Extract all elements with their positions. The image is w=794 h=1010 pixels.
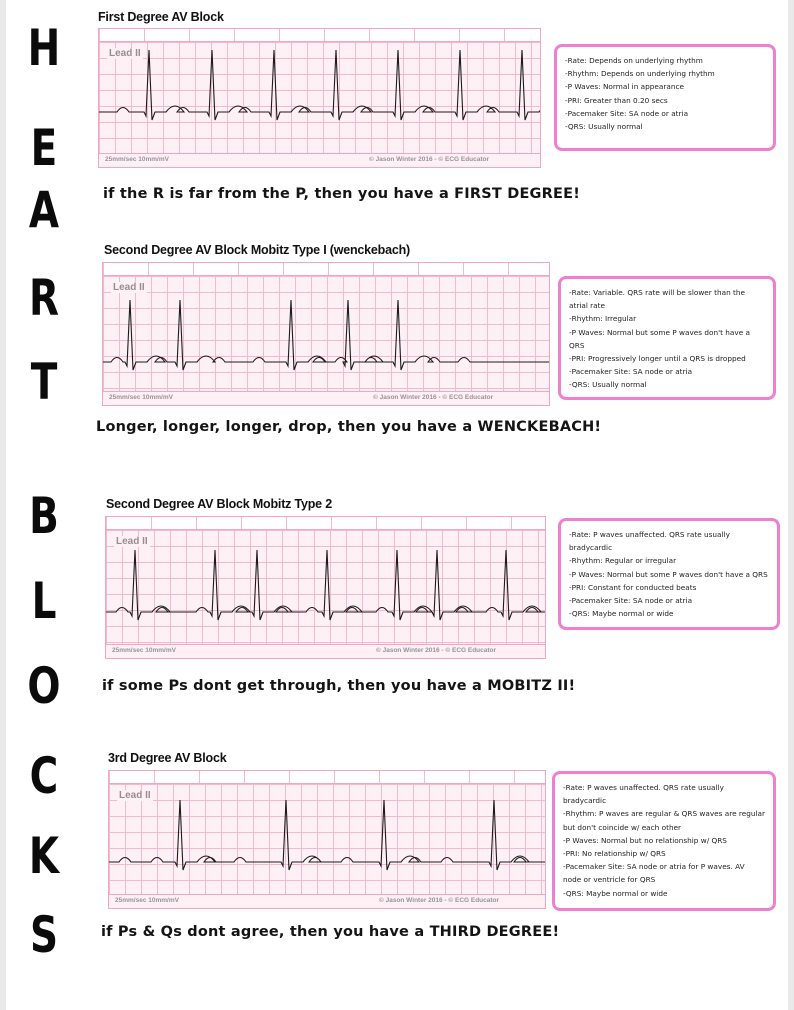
info-box xyxy=(552,771,776,911)
section-title: 3rd Degree AV Block xyxy=(108,751,227,765)
info-line: -QRS: Maybe normal or wide xyxy=(569,609,674,619)
info-line: -PRI: Greater than 0.20 secs xyxy=(565,95,668,105)
strip-footer xyxy=(99,153,540,167)
strip-footer xyxy=(103,391,549,405)
info-line: -Pacemaker Site: SA node or atria xyxy=(569,367,693,377)
info-line: -P Waves: Normal but no relationship w/ QRS xyxy=(563,835,727,845)
strip-scale: 25mm/sec 10mm/mV xyxy=(105,156,169,163)
info-line: -QRS: Usually normal xyxy=(569,380,647,390)
info-line: -QRS: Maybe normal or wide xyxy=(563,888,668,898)
ecg-strip xyxy=(108,783,546,909)
right-page-edge xyxy=(788,0,794,1010)
info-line: -P Waves: Normal but some P waves don't have a QRS xyxy=(569,569,768,579)
strip-scale: 25mm/sec 10mm/mV xyxy=(112,647,176,654)
lead-label: Lead II xyxy=(119,790,151,801)
strip-credit: © Jason Winter 2016 - © ECG Educator xyxy=(379,897,500,904)
info-line: -Rhythm: Regular or irregular xyxy=(569,556,677,566)
strip-header xyxy=(102,262,550,276)
side-letter: B xyxy=(29,487,59,545)
lead-label: Lead II xyxy=(113,282,145,293)
ecg-trace xyxy=(99,42,541,168)
side-letter: A xyxy=(28,181,60,239)
strip-credit: © Jason Winter 2016 - © ECG Educator xyxy=(373,394,494,401)
info-line: -P Waves: Normal in appearance xyxy=(565,82,684,92)
info-line: -Rhythm: P waves are regular & QRS waves are regular but don't coincide w/ each other xyxy=(563,809,765,832)
strip-footer xyxy=(109,894,545,908)
info-box xyxy=(554,44,776,151)
info-line: -Rhythm: Irregular xyxy=(569,314,637,324)
info-line: -PRI: No relationship w/ QRS xyxy=(563,849,666,859)
side-letter: H xyxy=(27,19,61,77)
section-title: Second Degree AV Block Mobitz Type 2 xyxy=(106,497,332,511)
strip-header xyxy=(105,516,546,530)
info-line: -Pacemaker Site: SA node or atria for P waves. AV node or ventricle for QRS xyxy=(563,862,745,885)
info-line: -P Waves: Normal but some P waves don't have a QRS xyxy=(569,327,750,350)
strip-credit: © Jason Winter 2016 - © ECG Educator xyxy=(369,156,490,163)
strip-credit: © Jason Winter 2016 - © ECG Educator xyxy=(376,647,497,654)
info-line: -Rate: P waves unaffected. QRS rate usually bradycardic xyxy=(563,783,724,806)
info-line: -PRI: Progressively longer until a QRS is dropped xyxy=(569,354,746,364)
side-letter: C xyxy=(29,747,59,805)
strip-scale: 25mm/sec 10mm/mV xyxy=(115,897,179,904)
ecg-waveform xyxy=(106,550,546,620)
ecg-trace xyxy=(103,276,550,406)
info-box xyxy=(558,276,776,400)
mnemonic-caption: if Ps & Qs dont agree, then you have a THIRD DEGREE! xyxy=(101,924,560,940)
side-letter: O xyxy=(27,657,61,715)
info-line: -Pacemaker Site: SA node or atria xyxy=(565,108,689,118)
ecg-trace xyxy=(106,530,546,659)
strip-header xyxy=(108,770,546,784)
lead-label: Lead II xyxy=(109,48,141,59)
side-letter: S xyxy=(29,906,59,964)
mnemonic-caption: if some Ps dont get through, then you have a MOBITZ II! xyxy=(102,678,576,694)
info-line: -Rate: Variable. QRS rate will be slower than the atrial rate xyxy=(569,288,745,311)
mnemonic-caption: Longer, longer, longer, drop, then you have a WENCKEBACH! xyxy=(96,419,602,435)
info-line: -Rate: P waves unaffected. QRS rate usually bradycardic xyxy=(569,530,730,553)
ecg-waveform xyxy=(99,50,541,120)
strip-footer xyxy=(106,644,545,658)
side-letter: K xyxy=(28,827,60,885)
mnemonic-caption: if the R is far from the P, then you have a FIRST DEGREE! xyxy=(103,186,581,202)
info-line: -QRS: Usually normal xyxy=(565,122,643,132)
ecg-waveform xyxy=(109,800,546,870)
section-title: Second Degree AV Block Mobitz Type I (wenckebach) xyxy=(104,243,411,257)
info-line: -Rate: Depends on underlying rhythm xyxy=(565,56,703,65)
section-title: First Degree AV Block xyxy=(98,10,224,24)
lead-label: Lead II xyxy=(116,536,148,547)
info-line: -PRI: Constant for conducted beats xyxy=(569,582,697,592)
strip-header xyxy=(98,28,541,42)
info-line: -Pacemaker Site: SA node or atria xyxy=(569,596,693,606)
left-page-edge xyxy=(0,0,6,1010)
ecg-waveform xyxy=(103,300,550,370)
side-letter: L xyxy=(31,572,57,630)
side-letter: T xyxy=(30,353,58,411)
ecg-trace xyxy=(109,784,546,909)
strip-scale: 25mm/sec 10mm/mV xyxy=(109,394,173,401)
ecg-strip xyxy=(105,529,546,659)
side-letter: R xyxy=(28,269,60,327)
ecg-strip xyxy=(98,41,541,168)
ecg-strip xyxy=(102,275,550,406)
info-line: -Rhythm: Depends on underlying rhythm xyxy=(565,69,715,79)
side-letter: E xyxy=(30,119,58,177)
info-box xyxy=(558,518,780,630)
